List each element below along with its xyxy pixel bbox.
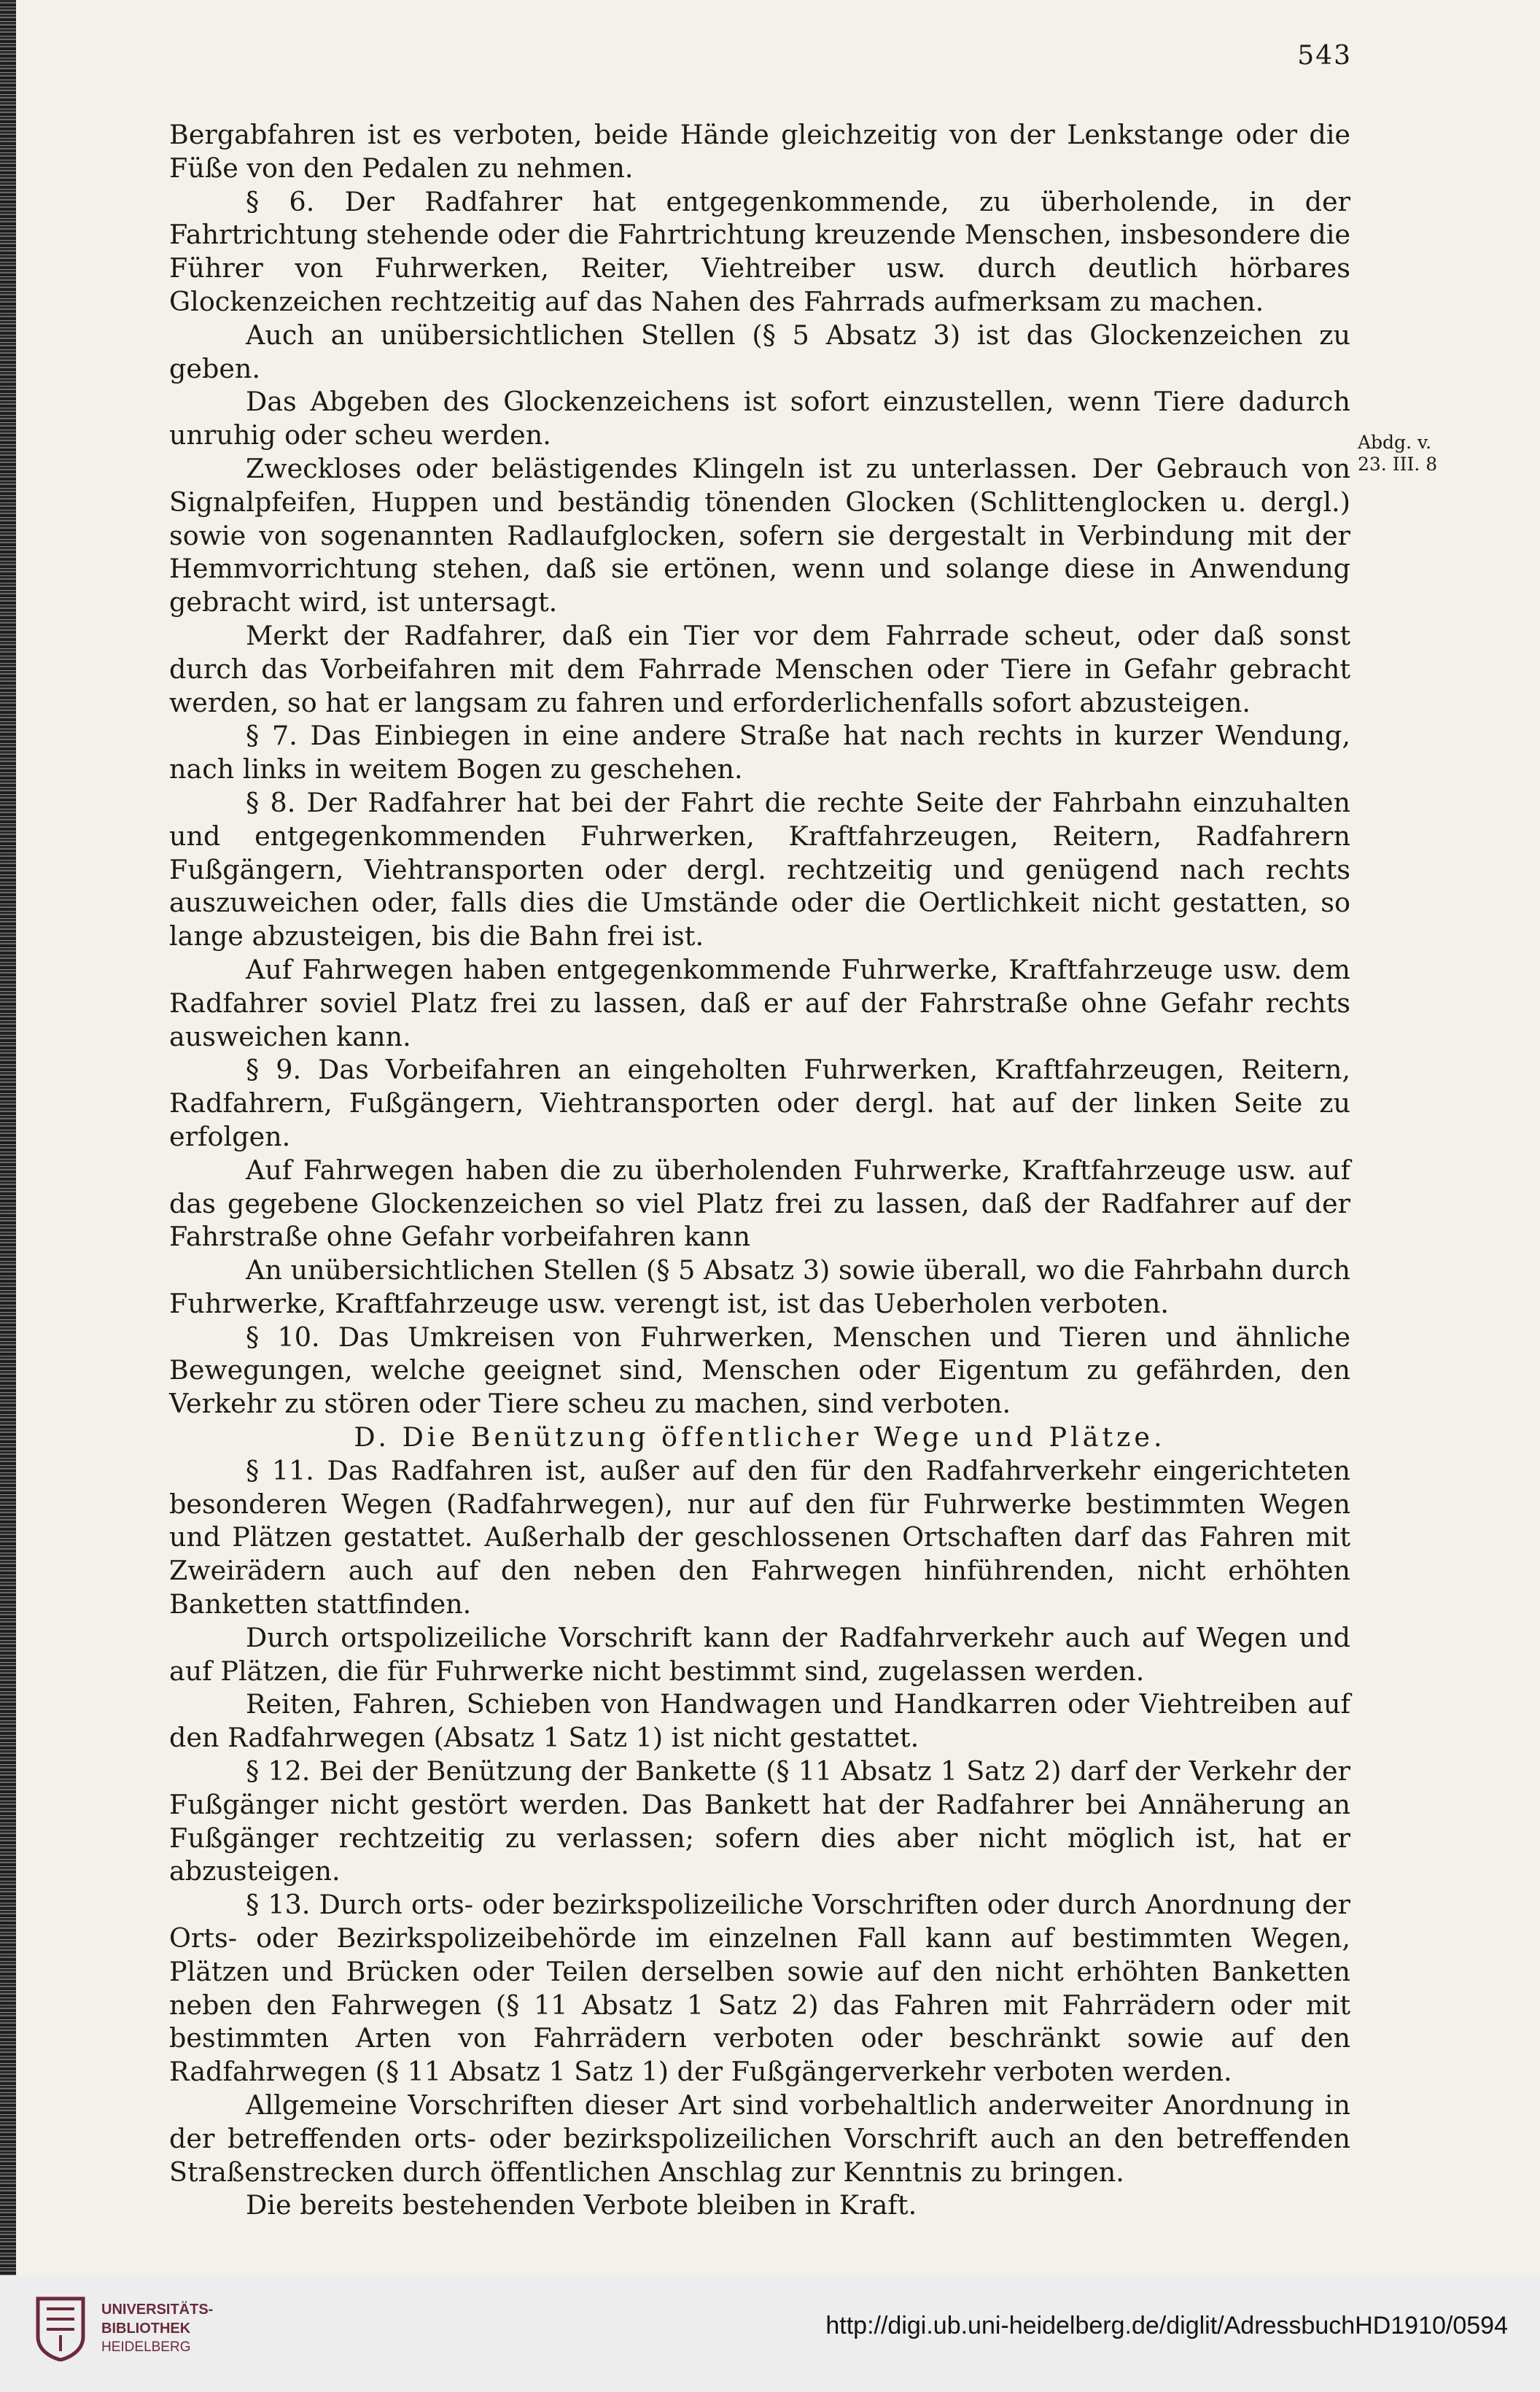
paragraph: Auf Fahrwegen haben entgegenkommende Fuhrwerke, Kraftfahrzeuge usw. dem Radfahrer soviel Platz frei zu lassen, daß er auf der Fahrstraße ohne Gefahr rechts ausweichen kann. xyxy=(169,953,1350,1052)
paragraph: § 6. Der Radfahrer hat entgegenkommende, zu überholende, in der Fahrtrichtung stehende oder die Fahrtrichtung kreuzende Menschen, insbesondere die Führer von Fuhrwerken, Reiter, Viehtreiber usw. durch deutlich hörbares Glockenzeichen rechtzeitig auf das Nahen des Fahrrads aufmerksam zu machen. xyxy=(169,185,1350,317)
paragraph: Merkt der Radfahrer, daß ein Tier vor dem Fahrrade scheut, oder daß sonst durch das Vorbeifahren mit dem Fahrrade Menschen oder Tiere in Gefahr gebracht werden, so hat er langsam zu fahren und erforderlichenfalls sofort abzusteigen. xyxy=(169,619,1350,718)
paragraph: § 12. Bei der Benützung der Bankette (§ 11 Absatz 1 Satz 2) darf der Verkehr der Fußgänger nicht gestört werden. Das Bankett hat der Radfahrer bei Annäherung an Fußgänger rechtzeitig zu verlassen; sofern dies aber nicht möglich ist, hat er abzusteigen. xyxy=(169,1755,1350,1887)
section-heading: D. Die Benützung öffentlicher Wege und Plätze. xyxy=(354,1421,1166,1453)
paragraph: Allgemeine Vorschriften dieser Art sind vorbehaltlich anderweiter Anordnung in der betreffenden orts- oder bezirkspolizeilichen Vorschrift auch an den betreffenden Straßenstrecken durch öffentlichen Anschlag zur Kenntnis zu bringen. xyxy=(169,2089,1350,2188)
scan-edge xyxy=(0,0,16,2275)
paragraph: § 7. Das Einbiegen in eine andere Straße hat nach rechts in kurzer Wendung, nach links in weitem Bogen zu geschehen. xyxy=(169,720,1350,785)
library-name-line: UNIVERSITÄTS- xyxy=(101,2302,214,2318)
paragraph: Zweckloses oder belästigendes Klingeln ist zu unterlassen. Der Gebrauch von Signalpfeifen, Huppen und beständig tönenden Glocken (Schlittenglocken u. dergl.) sowie von sogenannten Radlaufglocken, sofern sie dergestalt in Verbindung mit der Hemmvorrichtung stehen, daß sie ertönen, wenn und solange diese in Anwendung gebracht wird, ist untersagt. xyxy=(169,452,1350,618)
paragraph: Reiten, Fahren, Schieben von Handwagen und Handkarren oder Viehtreiben auf den Radfahrwegen (Absatz 1 Satz 1) ist nicht gestattet. xyxy=(169,1688,1350,1754)
footer-bar xyxy=(0,2275,1540,2392)
body-text xyxy=(169,118,1350,2222)
paragraph: Auch an unübersichtlichen Stellen (§ 5 Absatz 3) ist das Glockenzeichen zu geben. xyxy=(169,319,1350,384)
paragraph: Durch ortspolizeiliche Vorschrift kann der Radfahrverkehr auch auf Wegen und auf Plätzen, die für Fuhrwerke nicht bestimmt sind, zugelassen werden. xyxy=(169,1621,1350,1687)
library-name-line: BIBLIOTHEK xyxy=(101,2321,191,2337)
paragraph: Das Abgeben des Glockenzeichens ist sofort einzustellen, wenn Tiere dadurch unruhig oder scheu werden. xyxy=(169,386,1350,451)
paragraph: § 13. Durch orts- oder bezirkspolizeiliche Vorschriften oder durch Anordnung der Orts- oder Bezirkspolizeibehörde im einzelnen Fall kann auf bestimmten Wegen, Plätzen und Brücken oder Teilen derselben sowie auf den nicht erhöhten Banketten neben den Fahrwegen (§ 11 Absatz 1 Satz 2) das Fahren mit Fahrrädern oder mit bestimmten Arten von Fahrrädern verboten oder beschränkt sowie auf den Radfahrwegen (§ 11 Absatz 1 Satz 1) der Fußgängerverkehr verboten werden. xyxy=(169,1889,1350,2088)
library-name xyxy=(101,2300,213,2357)
library-logo xyxy=(32,2294,251,2374)
paragraph: Auf Fahrwegen haben die zu überholenden Fuhrwerke, Kraftfahrzeuge usw. auf das gegebene Glockenzeichen so viel Platz frei zu lassen, daß der Radfahrer auf der Fahrstraße ohne Gefahr vorbeifahren kann xyxy=(169,1154,1350,1253)
margin-note-line: 23. III. 8 xyxy=(1358,454,1438,475)
paragraph: Bergabfahren ist es verboten, beide Hände gleichzeitig von der Lenkstange oder die Füße von den Pedalen zu nehmen. xyxy=(169,119,1350,184)
paragraph: § 11. Das Radfahren ist, außer auf den für den Radfahrverkehr eingerichteten besonderen Wegen (Radfahrwegen), nur auf den für Fuhrwerke bestimmten Wegen und Plätzen gestattet. Außerhalb der geschlossenen Ortschaften darf das Fahren mit Zweirädern auch auf den neben den Fahrwegen hinführenden, nicht erhöhten Banketten stattfinden. xyxy=(169,1454,1350,1620)
margin-note-line: Abdg. v. xyxy=(1358,432,1432,453)
source-url-link[interactable]: http://digi.ub.uni-heidelberg.de/diglit/AdressbuchHD1910/0594 xyxy=(825,2312,1508,2339)
paragraph: § 8. Der Radfahrer hat bei der Fahrt die rechte Seite der Fahrbahn einzuhalten und entgegenkommenden Fuhrwerken, Kraftfahrzeugen, Reitern, Radfahrern Fußgängern, Viehtransporten oder dergl. rechtzeitig und genügend nach rechts auszuweichen oder, falls dies die Umstände oder die Oertlichkeit nicht gestatten, so lange abzusteigen, bis die Bahn frei ist. xyxy=(169,786,1350,952)
paragraph: § 10. Das Umkreisen von Fuhrwerken, Menschen und Tieren und ähnliche Bewegungen, welche geeignet sind, Menschen oder Eigentum zu gefährden, den Verkehr zu stören oder Tiere scheu zu machen, sind verboten. xyxy=(169,1321,1350,1420)
library-seal-icon xyxy=(32,2294,89,2361)
library-name-line: HEIDELBERG xyxy=(101,2339,191,2355)
page-number: 543 xyxy=(1297,41,1352,71)
paragraph: § 9. Das Vorbeifahren an eingeholten Fuhrwerken, Kraftfahrzeugen, Reitern, Radfahrern, Fußgängern, Viehtransporten oder dergl. hat auf der linken Seite zu erfolgen. xyxy=(169,1054,1350,1152)
margin-note xyxy=(1358,432,1467,475)
paragraph: An unübersichtlichen Stellen (§ 5 Absatz 3) sowie überall, wo die Fahrbahn durch Fuhrwerke, Kraftfahrzeuge usw. verengt ist, ist das Ueberholen verboten. xyxy=(169,1254,1350,1319)
paragraph: Die bereits bestehenden Verbote bleiben in Kraft. xyxy=(246,2189,917,2221)
